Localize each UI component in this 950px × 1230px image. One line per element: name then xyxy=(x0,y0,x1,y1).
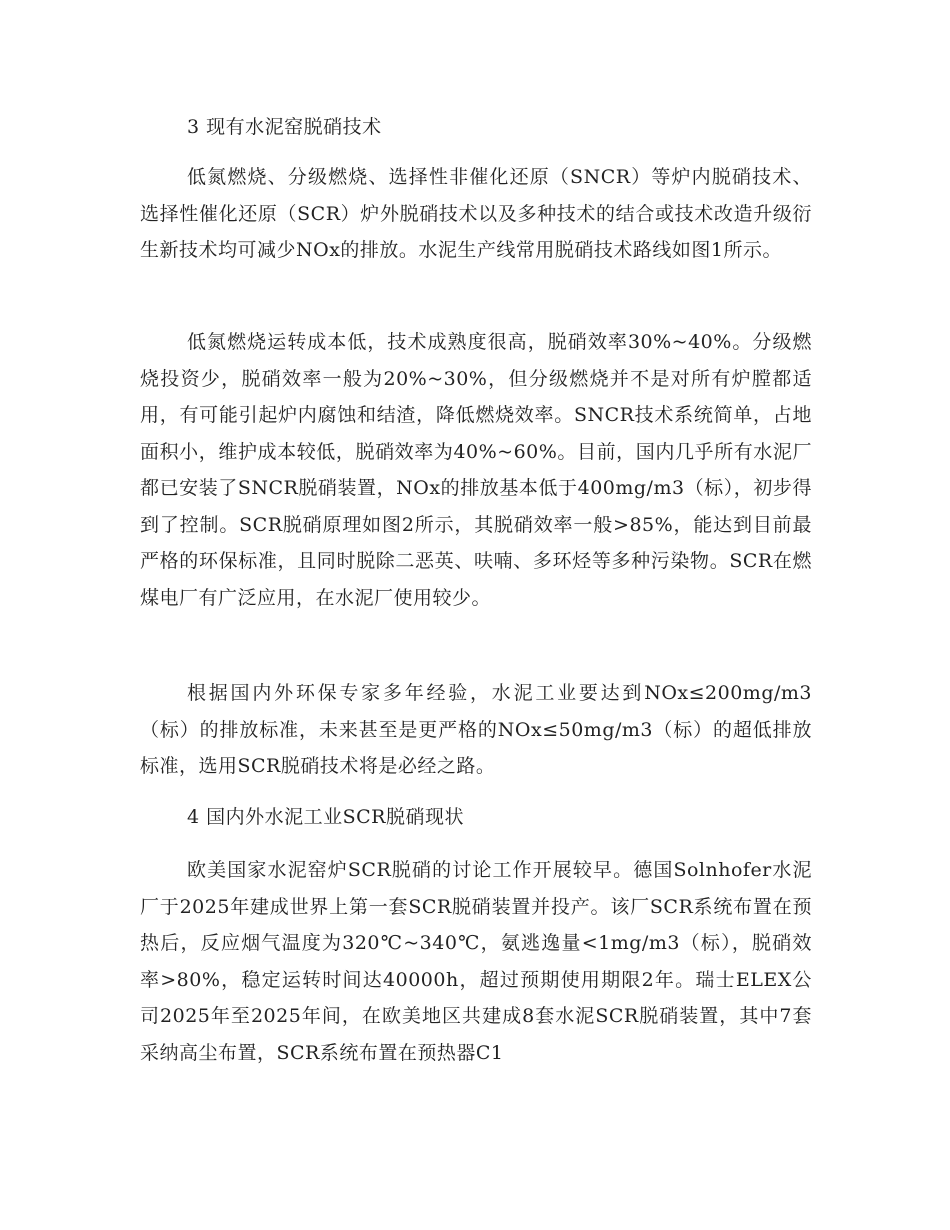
section-3-paragraph-2: 低氮燃烧运转成本低，技术成熟度很高，脱硝效率30%~40%。分级燃烧投资少，脱硝效率一般为20%~30%，但分级燃烧并不是对所有炉膛都适用，有可能引起炉内腐蚀和结渣，降低燃烧效率。SNCR技术系统简单，占地面积小，维护成本较低，脱硝效率为40%~60%。目前，国内几乎所有水泥厂都已安装了SNCR脱硝装置，NOx的排放基本低于400mg/m3（标），初步得到了控制。SCR脱硝原理如图2所示，其脱硝效率一般>85%，能达到目前最严格的环保标准，且同时脱除二恶英、呋喃、多环烃等多种污染物。SCR在燃煤电厂有广泛应用，在水泥厂使用较少。 xyxy=(140,331,812,609)
section-3-paragraph-1: 低氮燃烧、分级燃烧、选择性非催化还原（SNCR）等炉内脱硝技术、选择性催化还原（SCR）炉外脱硝技术以及多种技术的结合或技术改造升级衍生新技术均可减少NOx的排放。水泥生产线常用脱硝技术路线如图1所示。 xyxy=(140,166,812,261)
section-4-heading: 4 国内外水泥工业SCR脱硝现状 xyxy=(187,806,464,828)
section-4-paragraph-1: 欧美国家水泥窑炉SCR脱硝的讨论工作开展较早。德国Solnhofer水泥厂于2025年建成世界上第一套SCR脱硝装置并投产。该厂SCR系统布置在预热后，反应烟气温度为320℃~340℃，氨逃逸量<1mg/m3（标），脱硝效率>80%，稳定运转时间达40000h，超过预期使用期限2年。瑞士ELEX公司2025年至2025年间，在欧美地区共建成8套水泥SCR脱硝装置，其中7套采纳高尘布置，SCR系统布置在预热器C1 xyxy=(140,859,812,1064)
section-3-paragraph-3: 根据国内外环保专家多年经验，水泥工业要达到NOx≤200mg/m3（标）的排放标准，未来甚至是更严格的NOx≤50mg/m3（标）的超低排放标准，选用SCR脱硝技术将是必经之路。 xyxy=(140,682,812,777)
section-3-heading: 3 现有水泥窑脱硝技术 xyxy=(187,116,382,138)
